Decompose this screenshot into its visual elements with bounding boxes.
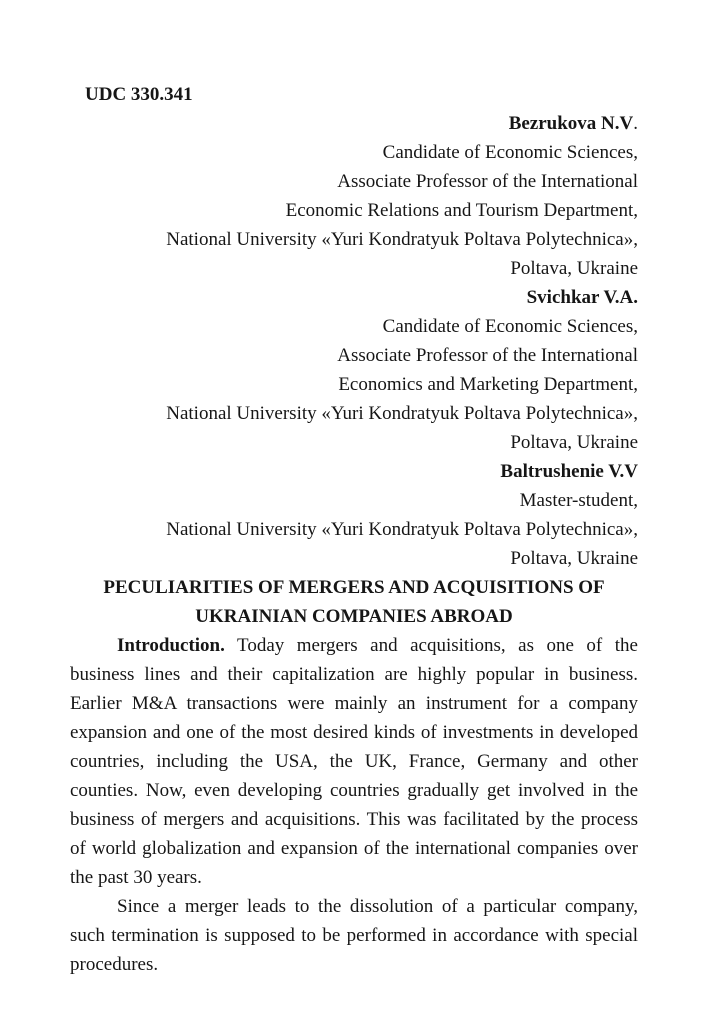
author-1-line: National University «Yuri Kondratyuk Poltava Polytechnica», bbox=[166, 229, 638, 250]
paper-title-line-2: UKRAINIAN COMPANIES ABROAD bbox=[195, 606, 513, 627]
author-3 bbox=[70, 457, 638, 573]
author-1-name-bold: Bezrukova N.V bbox=[508, 113, 634, 134]
paper-title-line-1: PECULIARITIES OF MERGERS AND ACQUISITIONS OF bbox=[103, 577, 605, 598]
author-2-line: Poltava, Ukraine bbox=[510, 432, 638, 453]
author-3-name-bold: Baltrushenie V.V bbox=[500, 461, 638, 482]
paragraph-introduction-lead: Introduction. bbox=[117, 635, 225, 656]
author-block bbox=[70, 109, 638, 573]
author-1-line: Associate Professor of the International bbox=[337, 171, 638, 192]
author-1-name bbox=[70, 109, 638, 138]
author-2-name bbox=[70, 283, 638, 312]
author-2-name-bold: Svichkar V.A. bbox=[526, 287, 638, 308]
author-3-name bbox=[70, 457, 638, 486]
author-3-line: Master-student, bbox=[519, 490, 638, 511]
paragraph-2-text: Since a merger leads to the dissolution of a particular company, such termination is supposed to be performed in accordance with special procedures. bbox=[70, 896, 638, 975]
author-3-line: National University «Yuri Kondratyuk Poltava Polytechnica», bbox=[166, 519, 638, 540]
author-3-line: Poltava, Ukraine bbox=[510, 548, 638, 569]
paper-title bbox=[70, 573, 638, 631]
author-1-name-suffix: . bbox=[633, 113, 638, 134]
udc-code: UDC 330.341 bbox=[85, 84, 193, 105]
author-1-line: Economic Relations and Tourism Department, bbox=[285, 200, 638, 221]
paragraph-introduction bbox=[70, 631, 638, 892]
author-1 bbox=[70, 109, 638, 283]
author-2 bbox=[70, 283, 638, 457]
author-2-line: Economics and Marketing Department, bbox=[338, 374, 638, 395]
author-2-line: National University «Yuri Kondratyuk Poltava Polytechnica», bbox=[166, 403, 638, 424]
author-2-line: Associate Professor of the International bbox=[337, 345, 638, 366]
author-2-line: Candidate of Economic Sciences, bbox=[382, 316, 638, 337]
author-1-line: Poltava, Ukraine bbox=[510, 258, 638, 279]
paragraph-introduction-text: Today mergers and acquisitions, as one of the business lines and their capitalization are highly popular in business. Earlier M&A transactions were mainly an instrument for a company expansion and one of the most desired kinds of investments in developed countries, including the USA, the UK, France, Germany and other counties. Now, even developing countries gradually get involved in the business of mergers and acquisitions. This was facilitated by the process of world globalization and expansion of the international companies over the past 30 years. bbox=[70, 635, 638, 888]
author-1-line: Candidate of Economic Sciences, bbox=[382, 142, 638, 163]
paragraph-2 bbox=[70, 892, 638, 979]
